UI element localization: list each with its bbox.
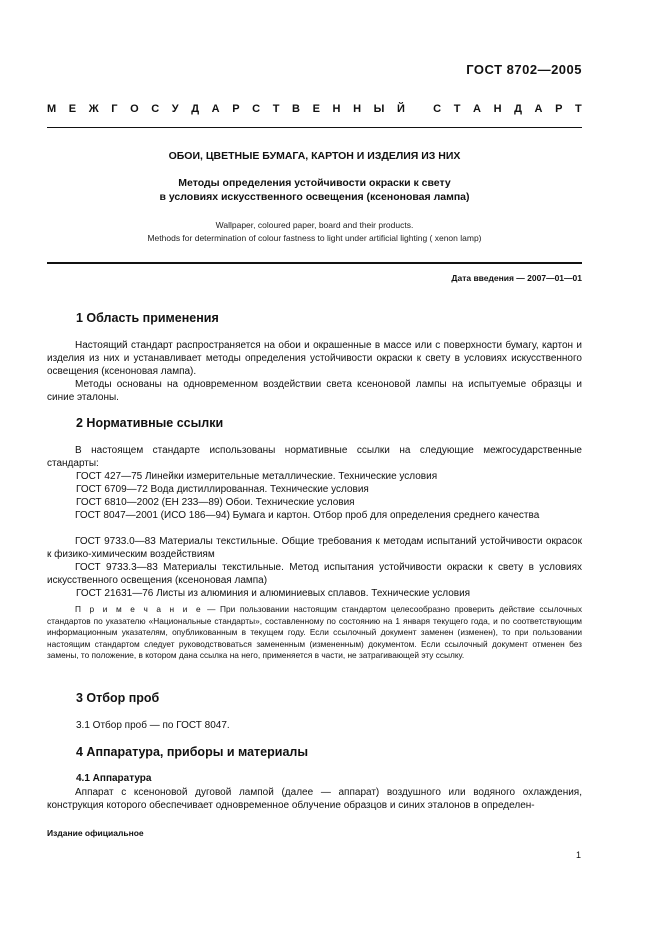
document-title: ОБОИ, ЦВЕТНЫЕ БУМАГА, КАРТОН И ИЗДЕЛИЯ ИЗ НИХ [168, 150, 461, 162]
note-block: П р и м е ч а н и е — При пользовании настоящим стандартом целесообразно проверить действие ссылочных стандартов по указателю «Национальные стандарты», составленному по состоянию на 1 января текущего года, и по соответствующим информационным указателям, опубликованным в текущем году. Если ссылочный документ заменен (изменен), то при пользовании настоящим стандартом следует руководствоваться замененным (измененным) документом. Если ссылочный документ отменен без замены, то положение, в котором дана ссылка на него, применяется в части, не затрагивающей эту ссылку. [47, 604, 582, 661]
english-title [47, 219, 582, 245]
section-2-intro: В настоящем стандарте использованы нормативные ссылки на следующие межгосударственные стандарты: [47, 445, 582, 470]
english-title-line-1: Wallpaper, coloured paper, board and their products. [215, 220, 414, 230]
banner-letter: Н [332, 103, 341, 115]
section-4-paragraph: Аппарат с ксеноновой дуговой лампой (далее — аппарат) воздушного или водяного охлаждения, конструкция которого обеспечивает одновременное облучение образцов и синих эталонов в определен- [47, 787, 582, 812]
banner-letter: Ж [88, 103, 99, 115]
banner-letter: Д [514, 103, 522, 115]
reference-item: ГОСТ 6709—72 Вода дистиллированная. Технические условия [76, 484, 369, 495]
banner-letter: Д [191, 103, 200, 115]
header-divider [47, 127, 582, 128]
banner-letter: А [534, 103, 543, 115]
banner-letter: В [292, 103, 300, 115]
banner-letter: Н [493, 103, 502, 115]
reference-item: ГОСТ 9733.0—83 Материалы текстильные. Общие требования к методам испытаний устойчивости окрасок к физико-химическим воздействиям [47, 536, 582, 561]
reference-item: ГОСТ 9733.3—83 Материалы текстильные. Метод испытания устойчивости окраски к свету в условиях искусственного освещения (ксеноновая лампа) [47, 562, 582, 587]
banner-letter: У [171, 103, 179, 115]
banner-letter: О [130, 103, 139, 115]
subtitle-line-1: Методы определения устойчивости окраски к свету [178, 177, 451, 189]
subsection-4-1-heading: 4.1 Аппаратура [76, 773, 152, 784]
banner-letter: А [473, 103, 481, 115]
reference-item: ГОСТ 427—75 Линейки измерительные металлические. Технические условия [76, 471, 438, 482]
banner-letter: Т [453, 103, 461, 115]
page-number: 1 [576, 850, 582, 860]
section-3-heading: 3 Отбор проб [76, 691, 160, 705]
interstate-standard-banner [47, 103, 582, 115]
banner-letter: Р [232, 103, 240, 115]
banner-letter: Е [312, 103, 320, 115]
note-label: П р и м е ч а н и е [75, 604, 203, 614]
reference-item: ГОСТ 8047—2001 (ИСО 186—94) Бумага и картон. Отбор проб для определения среднего качества [75, 510, 540, 521]
banner-letter: Т [272, 103, 280, 115]
banner-letter: Т [575, 103, 582, 115]
document-id: ГОСТ 8702—2005 [466, 62, 582, 77]
banner-letter: М [47, 103, 57, 115]
edition-label: Издание официальное [47, 828, 144, 838]
section-1-paragraph-2: Методы основаны на одновременном воздействии света ксеноновой лампы на испытуемые образцы и синие эталоны. [47, 379, 582, 404]
document-subtitle [47, 176, 582, 204]
english-title-line-2: Methods for determination of colour fastness to light under artificial lighting ( xenon lamp) [147, 233, 482, 243]
section-1-heading: 1 Область применения [76, 311, 219, 325]
subtitle-line-2: в условиях искусственного освещения (ксеноновая лампа) [159, 191, 470, 203]
reference-item: ГОСТ 6810—2002 (ЕН 233—89) Обои. Технические условия [76, 497, 355, 508]
banner-letter: С [151, 103, 160, 115]
section-3-paragraph: 3.1 Отбор проб — по ГОСТ 8047. [76, 720, 230, 731]
introduction-date: Дата введения — 2007—01—01 [451, 273, 582, 283]
banner-letter: Й [396, 103, 405, 115]
banner-letter: Р [555, 103, 563, 115]
banner-letter [417, 103, 420, 115]
banner-letter: Е [68, 103, 77, 115]
banner-letter: А [211, 103, 220, 115]
reference-item: ГОСТ 21631—76 Листы из алюминия и алюминиевых сплавов. Технические условия [76, 588, 471, 599]
title-divider [47, 262, 582, 264]
banner-letter: Ы [373, 103, 385, 115]
banner-letter: Н [353, 103, 362, 115]
section-2-heading: 2 Нормативные ссылки [76, 416, 224, 430]
banner-letter: Г [111, 103, 118, 115]
section-4-heading: 4 Аппаратура, приборы и материалы [76, 745, 309, 759]
section-1-paragraph-1: Настоящий стандарт распространяется на обои и окрашенные в массе или с поверхности бумагу, картон и изделия из них и устанавливает методы определения устойчивости окраски к свету в условиях искусственного освещения (ксеноновая лампа). [47, 340, 582, 378]
banner-letter: С [433, 103, 442, 115]
banner-letter: С [252, 103, 261, 115]
